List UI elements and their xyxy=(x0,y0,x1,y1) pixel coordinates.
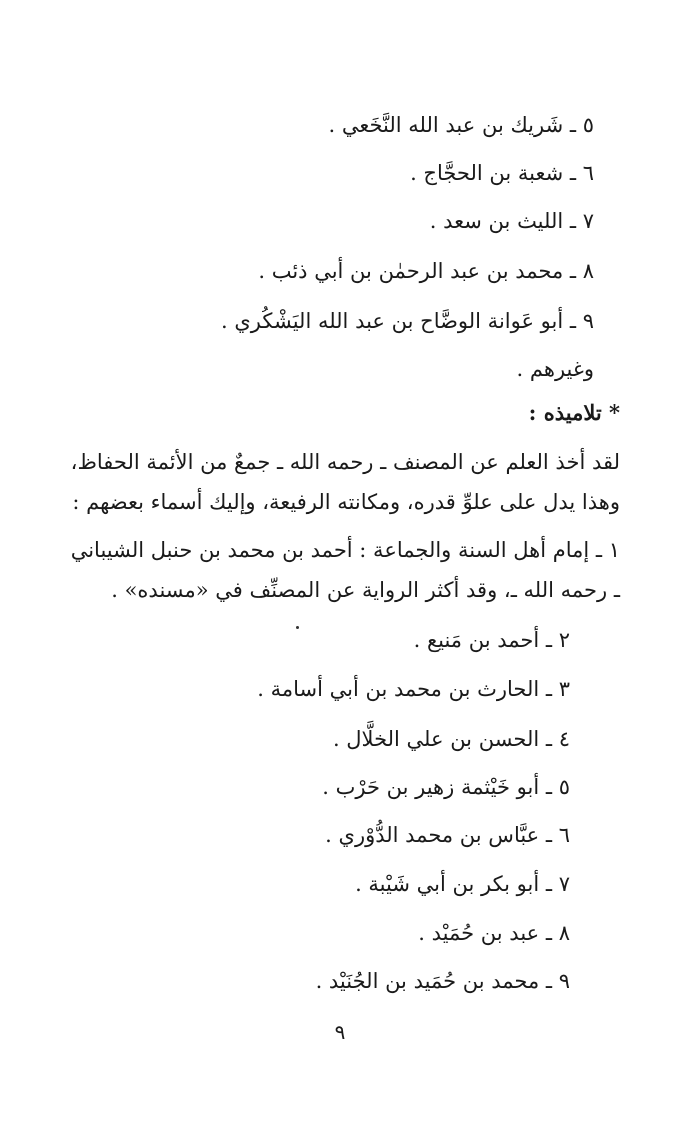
teacher-item-8: ٨ ـ محمد بن عبد الرحمٰن بن أبي ذئب . xyxy=(258,259,594,283)
students-intro-line-2: وهذا يدل على علوِّ قدره، ومكانته الرفيعة، وإليك أسماء بعضهم : xyxy=(72,490,620,514)
student-item-8: ٨ ـ عبد بن حُمَيْد . xyxy=(418,921,570,945)
student-item-2: ٢ ـ أحمد بن مَنيع . xyxy=(413,628,570,652)
teacher-item-9: ٩ ـ أبو عَوانة الوضَّاح بن عبد الله اليَشْكُري . xyxy=(221,309,594,333)
student-item-1-line-2: ـ رحمه الله ـ، وقد أكثر الرواية عن المصنِّف في «مسنده» . xyxy=(111,578,620,602)
teachers-list-end: وغيرهم . xyxy=(516,357,594,381)
print-speck xyxy=(296,626,299,629)
teacher-item-6: ٦ ـ شعبة بن الحجَّاج . xyxy=(410,161,594,185)
teacher-item-7: ٧ ـ الليث بن سعد . xyxy=(429,209,594,233)
students-intro-line-1: لقد أخذ العلم عن المصنف ـ رحمه الله ـ جمعٌ من الأئمة الحفاظ، xyxy=(70,450,620,474)
student-item-6: ٦ ـ عبَّاس بن محمد الدُّوْري . xyxy=(325,823,570,847)
student-item-1-line-1: ١ ـ إمام أهل السنة والجماعة : أحمد بن محمد بن حنبل الشيباني xyxy=(70,538,620,562)
student-item-7: ٧ ـ أبو بكر بن أبي شَيْبة . xyxy=(355,872,570,896)
student-item-5: ٥ ـ أبو خَيْثمة زهير بن حَرْب . xyxy=(322,775,570,799)
teacher-item-5: ٥ ـ شَريك بن عبد الله النَّخَعي . xyxy=(328,113,594,137)
student-item-9: ٩ ـ محمد بن حُمَيد بن الجُنَيْد . xyxy=(315,969,570,993)
student-item-3: ٣ ـ الحارث بن محمد بن أبي أسامة . xyxy=(257,677,570,701)
page-number: ٩ xyxy=(334,1020,346,1044)
student-item-4: ٤ ـ الحسن بن علي الخلَّال . xyxy=(332,727,570,751)
students-heading: * تلاميذه : xyxy=(528,400,620,425)
